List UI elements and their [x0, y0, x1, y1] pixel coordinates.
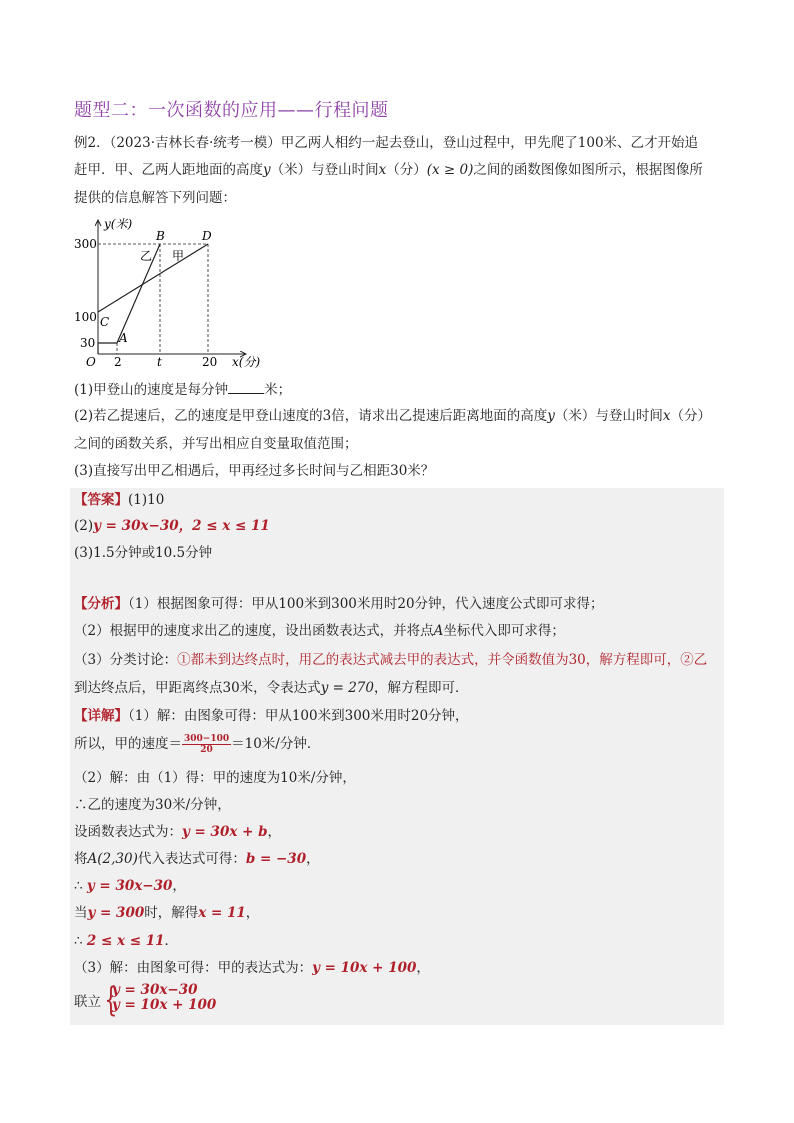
- analysis-p1: （1）根据图象可得：甲从100米到300米用时20分钟，代入速度公式即可求得；: [128, 596, 604, 612]
- q1-text: (1)甲登山的速度是每分钟: [74, 382, 229, 398]
- analysis-p4-end: ，解方程即可．: [373, 680, 469, 696]
- analysis-line-2: [74, 621, 565, 641]
- detail-d8: 当: [74, 905, 88, 921]
- question-text: 之间的函数图像如图所示，根据图像所: [473, 162, 703, 178]
- detail-d8-end: ，: [245, 905, 260, 921]
- x-tick-20: 20: [202, 355, 218, 369]
- answer-2-expr: y = 30x−30，2 ≤ x ≤ 11: [93, 518, 270, 534]
- system-eq-2: y = 10x + 100: [112, 997, 217, 1013]
- answer-2-prefix: (2): [74, 518, 94, 534]
- answer-tag: 【答案】: [74, 492, 128, 508]
- answer-blank: [228, 379, 264, 394]
- analysis-line-4: [74, 678, 468, 698]
- y-tick-300: 300: [74, 237, 97, 251]
- sub-question-2-cont: 之间的函数关系，并写出相应自变量取值范围；: [74, 436, 358, 452]
- point-A-ref: A: [433, 623, 444, 639]
- page-title: 题型二：一次函数的应用——行程问题: [74, 100, 389, 121]
- detail-line-8: [74, 903, 259, 923]
- detail-d8-mid: 时，解得: [144, 905, 199, 921]
- detail-d5: 设函数表达式为：: [74, 824, 182, 840]
- point-B: B: [156, 229, 165, 243]
- analysis-line-3: [74, 650, 707, 670]
- system-brace: {: [104, 980, 118, 1020]
- answer-1: (1)10: [128, 492, 165, 508]
- detail-d11: 联立: [74, 994, 101, 1010]
- system-eq-1: y = 30x−30: [112, 982, 198, 998]
- detail-d9: ∴: [74, 933, 87, 949]
- detail-d1: （1）解：由图象可得：甲从100米到300米用时20分钟，: [128, 708, 469, 724]
- detail-line-7: [74, 876, 186, 896]
- detail-d7-end: ，: [172, 878, 186, 894]
- var-y: y: [263, 162, 271, 178]
- detail-d10-end: ，: [416, 960, 430, 976]
- question-line-1: 例2．（2023·吉林长春·统考一模）甲乙两人相约一起去登山，登山过程中，甲先爬了100米、乙才开始追: [74, 135, 699, 151]
- analysis-p3: （3）分类讨论：: [74, 652, 178, 668]
- detail-d7: ∴: [74, 878, 87, 894]
- q2-text: （米）与登山时间: [554, 408, 663, 424]
- question-text: （分）: [386, 162, 427, 178]
- analysis-p2-end: 坐标代入即可求得；: [443, 623, 565, 639]
- detail-line-11: [74, 992, 101, 1012]
- var-x: x: [662, 408, 671, 424]
- y-tick-30: 30: [80, 336, 96, 350]
- detail-line-3: （2）解：由（1）得：甲的速度为10米/分钟，: [74, 770, 356, 786]
- x-axis-label: x(分): [232, 355, 261, 369]
- detail-line-5: [74, 822, 281, 842]
- origin-label: O: [86, 355, 96, 369]
- detail-d9-end: ．: [164, 933, 179, 949]
- point-C: C: [100, 315, 110, 329]
- x-tick-t: t: [157, 355, 162, 369]
- question-line-2: [74, 160, 703, 180]
- detail-tag: 【详解】: [74, 708, 128, 724]
- point-D: D: [202, 229, 212, 243]
- detail-d7-expr: y = 30x−30: [86, 878, 173, 894]
- detail-line-6: [74, 849, 320, 869]
- sub-question-2: [74, 406, 711, 426]
- q2-text: (2)若乙提速后，乙的速度是甲登山速度的3倍，请求出乙提速后距离地面的高度: [74, 408, 548, 424]
- var-y: y: [547, 408, 555, 424]
- analysis-p3-red: ①都未到达终点时，用乙的表达式减去甲的表达式，并令函数值为30，解方程即可，②乙: [177, 652, 708, 668]
- analysis-tag: 【分析】: [74, 596, 128, 612]
- detail-d6-end: ，: [306, 851, 320, 867]
- var-x: x: [378, 162, 387, 178]
- question-line-3: 提供的信息解答下列问题：: [74, 190, 236, 206]
- sub-question-3: (3)直接写出甲乙相遇后，甲再经过多长时间与乙相距30米？: [74, 463, 435, 479]
- detail-line-10: [74, 958, 430, 978]
- q2-text: （分）: [670, 408, 711, 424]
- question-text: 赶甲．甲、乙两人距地面的高度: [74, 162, 263, 178]
- detail-d6-mid: 代入表达式可得：: [137, 851, 246, 867]
- fraction-denominator: 20: [200, 745, 213, 755]
- sub-question-1: [74, 379, 291, 400]
- detail-line-1: [74, 706, 469, 726]
- detail-d6-expr: b = −30: [245, 851, 307, 867]
- detail-d6: 将: [74, 851, 88, 867]
- function-graph: [74, 212, 274, 372]
- detail-d6-point: A(2,30): [87, 851, 138, 867]
- y-tick-100: 100: [74, 310, 97, 324]
- speed-fraction: [182, 734, 231, 755]
- fraction-numerator: 300−100: [184, 734, 230, 744]
- detail-d8-expr2: x = 11: [198, 905, 246, 921]
- analysis-p4-expr: y = 270: [320, 680, 374, 696]
- analysis-p4: 到达终点后，甲距离终点30米，令表达式: [74, 680, 321, 696]
- detail-d5-end: ，: [267, 824, 282, 840]
- detail-d10-expr: y = 10x + 100: [312, 960, 417, 976]
- answer-line-3: (3)1.5分钟或10.5分钟: [74, 545, 213, 561]
- label-yi: 乙: [140, 249, 153, 263]
- detail-d9-expr: 2 ≤ x ≤ 11: [86, 933, 165, 949]
- analysis-line-1: [74, 594, 604, 614]
- answer-line-2: [74, 516, 270, 536]
- detail-d2: 所以，甲的速度＝: [74, 736, 182, 752]
- detail-line-4: ∴乙的速度为30米/分钟，: [74, 797, 231, 813]
- detail-d10: （3）解：由图象可得：甲的表达式为：: [74, 960, 313, 976]
- answer-line-1: [74, 490, 164, 510]
- detail-line-9: [74, 931, 178, 951]
- equation-system: [112, 983, 216, 1013]
- line-jia: [98, 244, 208, 312]
- analysis-p2: （2）根据甲的速度求出乙的速度，设出函数表达式，并将点: [74, 623, 434, 639]
- detail-d2-end: ＝10米/分钟．: [231, 736, 321, 752]
- q1-text-end: 米；: [264, 382, 292, 398]
- y-axis-label: y(米): [104, 217, 133, 231]
- detail-d8-expr1: y = 300: [87, 905, 145, 921]
- label-jia: 甲: [172, 249, 185, 263]
- domain-condition: (x ≥ 0): [426, 162, 474, 178]
- question-text: （米）与登山时间: [270, 162, 379, 178]
- detail-line-2: [74, 734, 320, 755]
- detail-d5-expr: y = 30x + b: [182, 824, 268, 840]
- point-A: A: [119, 331, 128, 345]
- x-tick-2: 2: [114, 355, 122, 369]
